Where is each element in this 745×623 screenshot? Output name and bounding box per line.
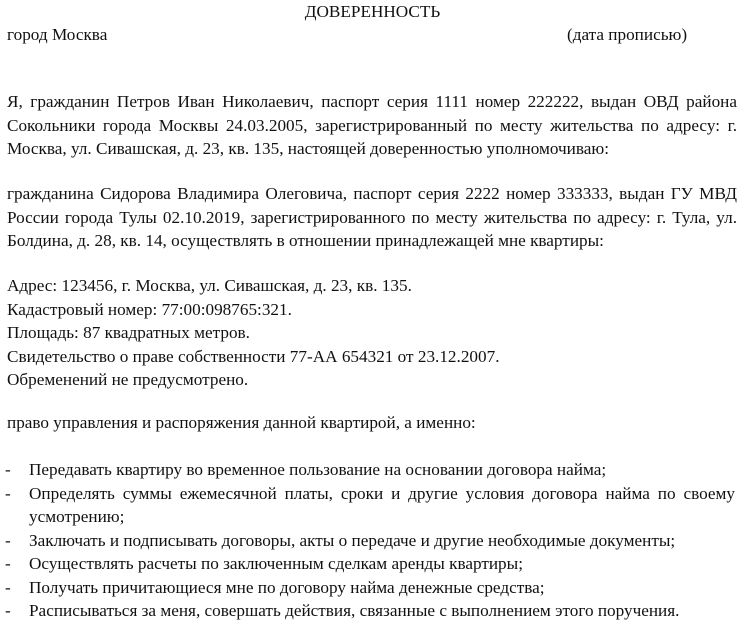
power-text: Осуществлять расчеты по заключенным сделкам аренды квартиры; — [29, 554, 523, 573]
property-address: Адрес: 123456, г. Москва, ул. Сивашская, д. 23, кв. 135. — [7, 276, 412, 295]
powers-list — [0, 458, 745, 623]
property-cadastral-number: Кадастровый номер: 77:00:098765:321. — [7, 299, 292, 319]
rights-intro: право управления и распоряжения данной квартирой, а именно: — [7, 413, 476, 432]
dash-bullet: - — [5, 530, 11, 550]
document-title: ДОВЕРЕННОСТЬ — [304, 2, 441, 21]
property-area: Площадь: 87 квадратных метров. — [7, 323, 250, 342]
list-item — [0, 529, 735, 553]
list-item — [0, 599, 735, 623]
list-item — [0, 482, 735, 529]
list-item — [0, 552, 735, 576]
city-line: город Москва — [7, 25, 108, 44]
power-text: Определять суммы ежемесячной платы, сроки и другие условия договора найма по своему усмотрению; — [29, 483, 735, 526]
power-text: Передавать квартиру во временное пользование на основании договора найма; — [29, 460, 607, 479]
dash-bullet: - — [5, 554, 11, 573]
dash-bullet: - — [5, 577, 11, 597]
property-encumbrances: Обременений не предусмотрено. — [7, 370, 249, 389]
property-details — [7, 274, 500, 392]
attorney-paragraph: гражданина Сидорова Владимира Олеговича, паспорт серия 2222 номер 333333, выдан ГУ МВД России города Тулы 02.10.2019, зарегистрированного по месту жительства по адресу: г. Тула, ул. Болдина, д. 28, кв. 14, осуществлять в отношении принадлежащей мне квартиры: — [7, 184, 737, 250]
dash-bullet: - — [5, 483, 11, 503]
property-certificate: Свидетельство о праве собственности 77-АА 654321 от 23.12.2007. — [7, 346, 500, 366]
power-text: Расписываться за меня, совершать действия, связанные с выполнением этого поручения. — [29, 601, 680, 620]
power-text: Заключать и подписывать договоры, акты о передаче и другие необходимые документы; — [29, 530, 676, 550]
dash-bullet: - — [5, 460, 11, 479]
dash-bullet: - — [5, 601, 11, 620]
power-text: Получать причитающиеся мне по договору найма денежные средства; — [29, 577, 545, 597]
date-placeholder: (дата прописью) — [567, 25, 688, 44]
list-item — [0, 458, 735, 482]
list-item — [0, 576, 735, 600]
principal-paragraph: Я, гражданин Петров Иван Николаевич, паспорт серия 1111 номер 222222, выдан ОВД района Сокольники города Москвы 24.03.2005, зарегистрированный по месту жительства по адресу: г. Москва, ул. Сивашская, д. 23, кв. 135, настоящей доверенностью уполномочиваю: — [7, 92, 737, 158]
